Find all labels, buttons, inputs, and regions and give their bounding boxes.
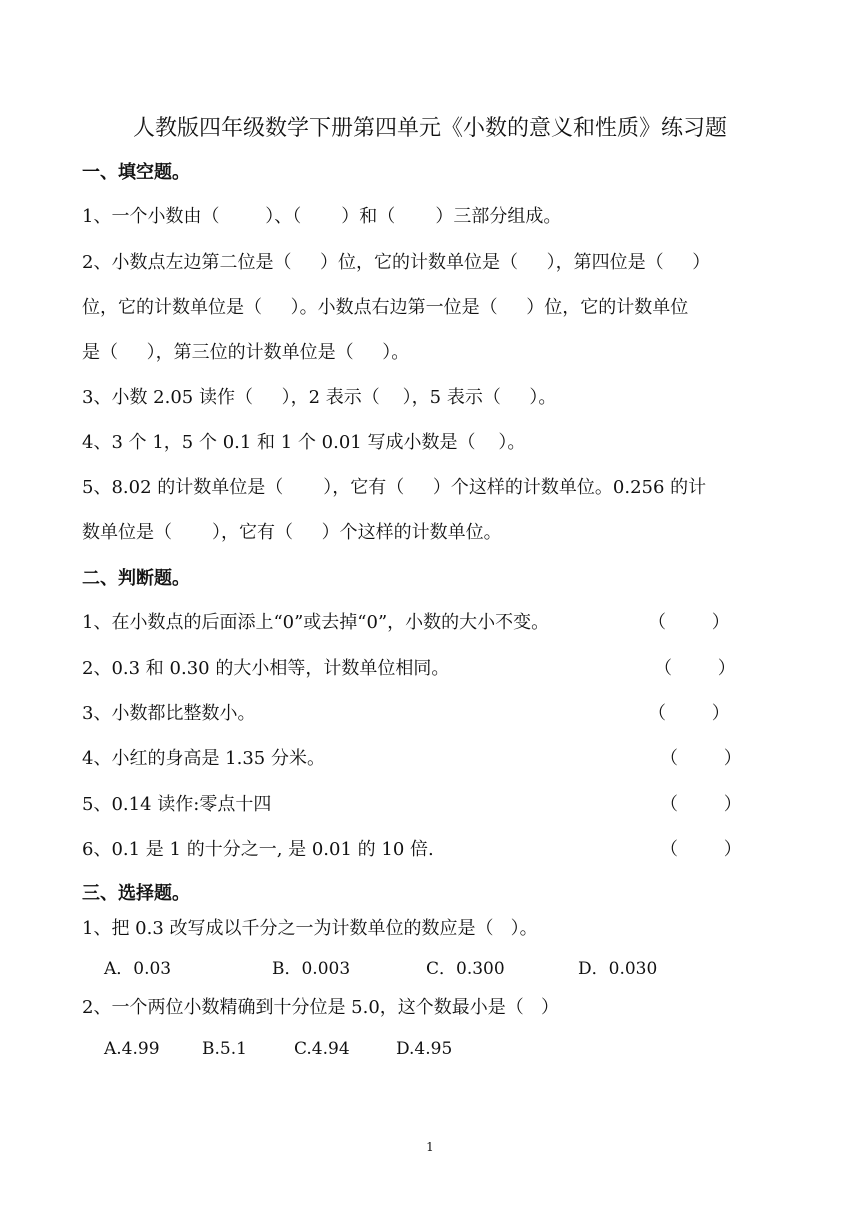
choice-option-d: D.4.95 (396, 1039, 453, 1059)
true-false-item: 6、0.1 是 1 的十分之一, 是 0.01 的 10 倍. (82, 839, 434, 860)
page-title: 人教版四年级数学下册第四单元《小数的意义和性质》练习题 (132, 116, 727, 141)
choice-option-b: B.5.1 (202, 1039, 247, 1059)
fill-blank-line: 是（ ），第三位的计数单位是（ ）。 (82, 342, 410, 363)
true-false-item: 2、0.3 和 0.30 的大小相等，计数单位相同。 (82, 658, 450, 679)
fill-blank-line: 3、小数 2.05 读作（ ），2 表示（ ），5 表示（ ）。 (82, 387, 557, 408)
fill-blank-line: 5、8.02 的计数单位是（ ），它有（ ）个这样的计数单位。0.256 的计 (82, 477, 707, 498)
choice-option-a: A．0.03 (104, 959, 172, 979)
page-number: 1 (426, 1140, 434, 1154)
choice-option-d: D．0.030 (578, 959, 658, 979)
choice-option-c: C.4.94 (294, 1039, 350, 1059)
answer-paren: （ ） (654, 658, 736, 679)
choice-option-a: A.4.99 (104, 1039, 160, 1059)
true-false-item: 3、小数都比整数小。 (82, 703, 256, 724)
section-heading-fill-blank: 一、填空题。 (82, 162, 190, 183)
choice-option-c: C．0.300 (426, 959, 505, 979)
fill-blank-line: 数单位是（ ），它有（ ）个这样的计数单位。 (82, 522, 502, 543)
section-heading-true-false: 二、判断题。 (82, 568, 190, 589)
choice-question: 2、一个两位小数精确到十分位是 5.0，这个数最小是（ ） (82, 997, 559, 1018)
answer-paren: （ ） (660, 748, 742, 769)
answer-paren: （ ） (648, 703, 730, 724)
fill-blank-line: 位，它的计数单位是（ ）。小数点右边第一位是（ ）位，它的计数单位 (82, 297, 689, 318)
answer-paren: （ ） (660, 794, 742, 815)
true-false-item: 1、在小数点的后面添上“0”或去掉“0”，小数的大小不变。 (82, 612, 550, 633)
choice-question: 1、把 0.3 改写成以千分之一为计数单位的数应是（ ）。 (82, 918, 538, 939)
section-heading-multiple-choice: 三、选择题。 (82, 883, 190, 904)
choice-option-b: B．0.003 (272, 959, 351, 979)
fill-blank-line: 4、3 个 1，5 个 0.1 和 1 个 0.01 写成小数是（ ）。 (82, 432, 526, 453)
answer-paren: （ ） (648, 612, 730, 633)
true-false-item: 5、0.14 读作:零点十四 (82, 794, 272, 815)
true-false-item: 4、小红的身高是 1.35 分米。 (82, 748, 325, 769)
fill-blank-line: 2、小数点左边第二位是（ ）位，它的计数单位是（ ），第四位是（ ） (82, 252, 711, 273)
fill-blank-line: 1、一个小数由（ ）、（ ）和（ ）三部分组成。 (82, 206, 562, 227)
answer-paren: （ ） (660, 839, 742, 860)
